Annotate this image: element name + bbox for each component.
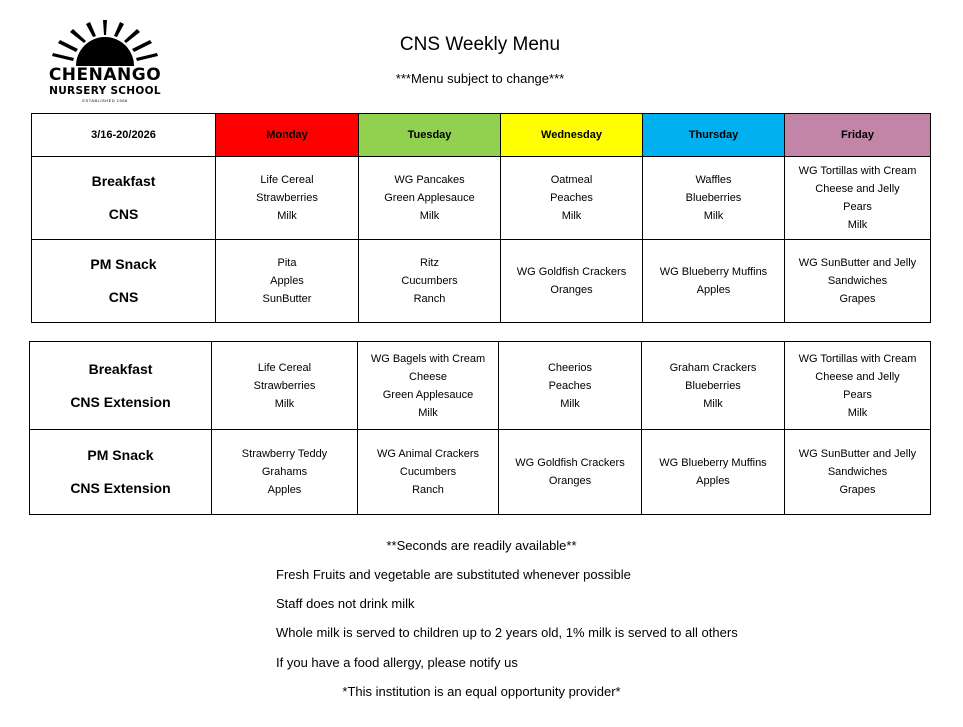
menu-item: Ritz: [420, 257, 439, 269]
group-name: CNS Extension: [70, 480, 171, 496]
menu-row-cns-pm-snack: [32, 240, 931, 323]
page-title: CNS Weekly Menu: [399, 34, 561, 55]
menu-item: WG Pancakes: [394, 174, 465, 186]
menu-item: Milk: [274, 397, 295, 410]
menu-item: Grapes: [839, 484, 876, 496]
menu-item: WG Bagels with Cream: [370, 352, 486, 365]
menu-item: Green Applesauce: [382, 388, 474, 401]
menu-item: Grapes: [839, 293, 876, 305]
menu-row-cns-breakfast: [32, 157, 931, 240]
menu-item: WG Goldfish Crackers: [515, 457, 625, 469]
footer-note: Whole milk is served to children up to 2 years old, 1% milk is served to all others: [276, 625, 738, 640]
menu-item: WG SunButter and Jelly: [798, 257, 917, 269]
menu-cell: [212, 430, 358, 515]
menu-row-extension-pm-snack: [30, 430, 931, 515]
menu-cell: [216, 240, 359, 323]
menu-cell: [643, 157, 785, 240]
sunburst-icon: [46, 18, 164, 68]
menu-item: Ranch: [412, 484, 444, 496]
menu-item: Sandwiches: [827, 275, 888, 287]
menu-item: WG Animal Crackers: [376, 448, 480, 460]
row-label: [30, 342, 212, 430]
page-subtitle: ***Menu subject to change***: [395, 71, 565, 86]
row-label: [32, 157, 216, 240]
menu-cell: [642, 430, 785, 515]
menu-cell: [359, 157, 501, 240]
menu-item: Pears: [843, 388, 872, 401]
menu-cell: [501, 240, 643, 323]
menu-item: Milk: [847, 219, 868, 231]
day-header-friday: Friday: [785, 114, 931, 157]
group-name: CNS Extension: [70, 393, 171, 410]
menu-item: WG Tortillas with Cream: [798, 165, 917, 177]
header-row: [32, 114, 931, 157]
menu-item: WG Tortillas with Cream: [798, 352, 917, 365]
menu-cell: [501, 157, 643, 240]
seconds-note: **Seconds are readily available**: [386, 538, 577, 553]
menu-cell: [216, 157, 359, 240]
day-header-thursday: Thursday: [643, 114, 785, 157]
equal-opportunity-note: *This institution is an equal opportunity provider*: [342, 684, 621, 699]
menu-item: Life Cereal: [260, 174, 314, 186]
row-label: [30, 430, 212, 515]
menu-item: Milk: [418, 406, 438, 419]
menu-item: Cheerios: [547, 361, 593, 374]
group-name: CNS: [108, 289, 139, 305]
menu-item: WG Blueberry Muffins: [659, 266, 768, 278]
menu-item: Peaches: [550, 192, 593, 204]
menu-item: Strawberry Teddy: [241, 448, 328, 460]
menu-item: WG SunButter and Jelly: [798, 448, 917, 460]
logo-subname: NURSERY SCHOOL: [49, 85, 161, 97]
menu-item: Graham Crackers: [669, 361, 757, 374]
menu-item: Grahams: [261, 466, 308, 478]
menu-cell: [359, 240, 501, 323]
menu-cell: [785, 342, 931, 430]
footer-note: If you have a food allergy, please notify us: [276, 655, 518, 670]
menu-item: Cheese and Jelly: [815, 370, 900, 383]
menu-item: Milk: [277, 210, 297, 222]
meal-name: PM Snack: [90, 256, 157, 272]
menu-cell: [499, 430, 642, 515]
menu-item: Strawberries: [256, 192, 318, 204]
menu-cell: [785, 157, 931, 240]
menu-item: Blueberries: [685, 379, 741, 392]
menu-item: Milk: [561, 210, 582, 222]
meal-name: Breakfast: [88, 360, 153, 377]
menu-item: WG Blueberry Muffins: [659, 457, 767, 469]
row-label: [32, 240, 216, 323]
footer-note: Fresh Fruits and vegetable are substituted whenever possible: [276, 567, 631, 582]
menu-item: Milk: [703, 210, 724, 222]
menu-item: Cucumbers: [401, 275, 458, 287]
menu-item: Milk: [419, 210, 440, 222]
logo-established: ESTABLISHED 1968: [82, 98, 128, 103]
menu-cell: [785, 240, 931, 323]
menu-item: Cheese: [409, 370, 447, 383]
cns-menu-table: [31, 113, 931, 323]
menu-item: Waffles: [695, 174, 732, 186]
menu-item: Strawberries: [253, 379, 316, 392]
menu-item: WG Goldfish Crackers: [516, 266, 627, 278]
menu-item: Oranges: [548, 475, 592, 487]
menu-item: Cucumbers: [399, 466, 457, 478]
menu-item: Peaches: [548, 379, 592, 392]
day-header-monday: Monday: [216, 114, 359, 157]
menu-cell: [785, 430, 931, 515]
week-date: 3/16-20/2026: [32, 114, 216, 157]
menu-cell: [358, 430, 499, 515]
menu-item: Pears: [843, 201, 872, 213]
menu-item: Life Cereal: [257, 361, 312, 374]
cns-extension-menu-table: [29, 341, 931, 515]
logo-name: CHENANGO: [48, 65, 162, 85]
menu-item: Apples: [696, 284, 731, 296]
menu-item: Apples: [270, 275, 304, 287]
menu-item: Cheese and Jelly: [815, 183, 900, 195]
menu-cell: [358, 342, 499, 430]
menu-item: Sandwiches: [827, 466, 888, 478]
group-name: CNS: [108, 206, 139, 222]
menu-cell: [643, 240, 785, 323]
menu-item: Pita: [277, 257, 297, 269]
menu-item: Milk: [847, 406, 868, 419]
menu-item: Apples: [696, 475, 730, 487]
menu-row-extension-breakfast: [30, 342, 931, 430]
meal-name: PM Snack: [87, 447, 154, 463]
menu-item: Green Applesauce: [384, 192, 475, 204]
meal-name: Breakfast: [91, 173, 156, 189]
menu-item: Apples: [267, 484, 302, 496]
footer-note: Staff does not drink milk: [276, 596, 415, 611]
menu-item: Oatmeal: [550, 174, 593, 186]
day-header-wednesday: Wednesday: [501, 114, 643, 157]
menu-item: Oranges: [550, 284, 593, 296]
menu-cell: [499, 342, 642, 430]
menu-item: SunButter: [262, 293, 312, 305]
chenango-logo: [46, 18, 164, 106]
menu-item: Blueberries: [685, 192, 742, 204]
menu-cell: [212, 342, 358, 430]
day-header-tuesday: Tuesday: [359, 114, 501, 157]
menu-cell: [642, 342, 785, 430]
menu-item: Milk: [560, 397, 580, 410]
menu-item: Milk: [703, 397, 723, 410]
menu-item: Ranch: [413, 293, 446, 305]
